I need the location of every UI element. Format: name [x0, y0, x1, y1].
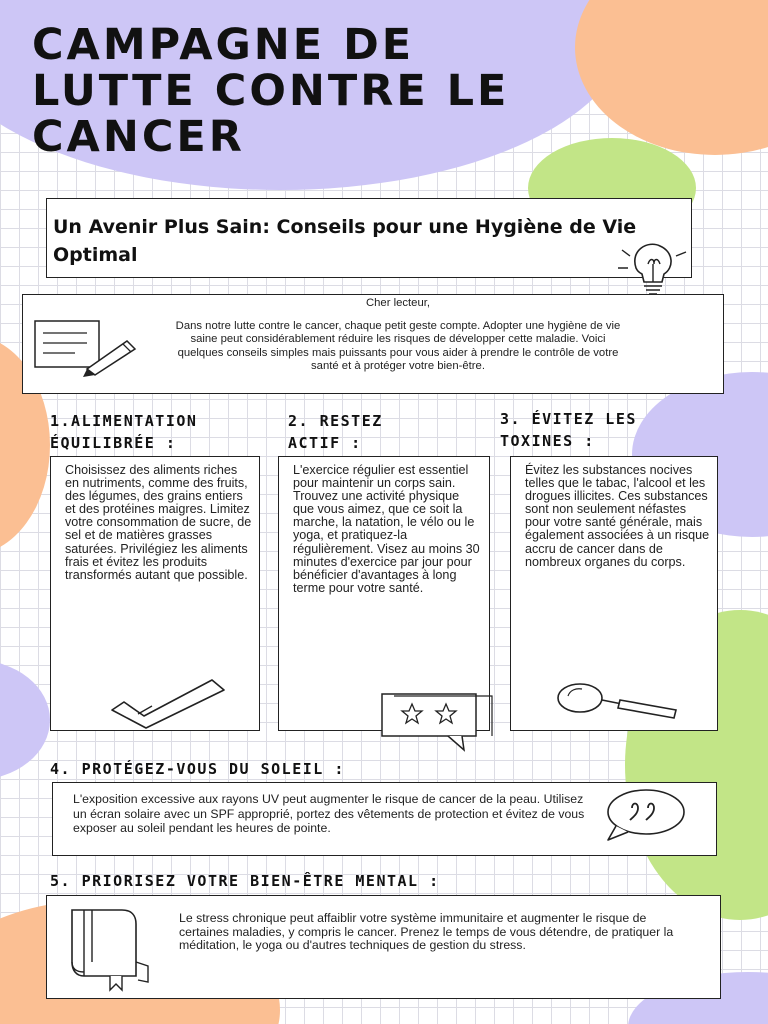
subtitle-box [46, 198, 692, 278]
heading-protegez-soleil: 4. PROTÉGEZ-VOUS DU SOLEIL : [50, 760, 345, 778]
intro-body: Dans notre lutte contre le cancer, chaque petit geste compte. Adopter une hygiène de vie saine peut considérablement réduire les risques de développer cette maladie. Voici quelques conseils simples mais puissants pour vous aider à prendre le contrôle de votre santé et à protéger votre bien-être. [175, 319, 621, 372]
subtitle: Un Avenir Plus Sain: Conseils pour une Hygiène de Vie Optimal [53, 216, 637, 266]
intro-greeting: Cher lecteur, [365, 297, 431, 309]
stars-speech-bubble-icon [378, 690, 498, 752]
heading-alimentation: 1.ALIMENTATION ÉQUILIBRÉE : [50, 412, 198, 452]
notepad-pencil-icon [31, 317, 143, 377]
tip-body-alimentation: Choisissez des aliments riches en nutriments, comme des fruits, des légumes, des grains entiers et des protéines maigres. Limitez votre consommation de sucre, de sel et de matières grasses saturées. Privilégiez les aliments frais et évitez les produits transformés autant que possible. [65, 463, 252, 582]
book-icon [62, 902, 162, 992]
page-title: CAMPAGNE DE LUTTE CONTRE LE CANCER [32, 20, 510, 162]
quote-bubble-icon [602, 786, 688, 844]
lavender-blob-left [0, 660, 50, 780]
tip-body-evitez-toxines: Évitez les substances nocives telles que le tabac, l'alcool et les drogues illicites. Ces substances sont non seulement néfastes pour votre santé générale, mais également associées à un risque accru de cancer dans de nombreux organes du corps. [525, 463, 710, 569]
intro-text [173, 297, 623, 374]
lightbulb-icon [604, 238, 694, 298]
checkmark-icon [108, 676, 230, 732]
heading-restez-actif: 2. RESTEZ ACTIF : [288, 412, 383, 452]
intro-box [22, 294, 724, 394]
tip-body-bien-etre-mental: Le stress chronique peut affaiblir votre système immunitaire et augmenter le risque de certaines maladies, y compris le cancer. Prenez le temps de vous détendre, de pratiquer la méditation, le yoga ou d'autres techniques de gestion du stress. [179, 911, 674, 953]
peach-blob-top-right [575, 0, 768, 155]
tip-body-protegez-soleil: L'exposition excessive aux rayons UV peut augmenter le risque de cancer de la peau. Utilisez un écran solaire avec un SPF approprié, portez des vêtements de protection et évitez de vous exposer au soleil pendant les heures de pointe. [73, 792, 585, 836]
heading-evitez-toxines: 3. ÉVITEZ LES TOXINES : [500, 410, 637, 450]
tip-body-restez-actif: L'exercice régulier est essentiel pour maintenir un corps sain. Trouvez une activité physique que vous aimez, que ce soit la marche, la natation, le vélo ou le yoga, et pratiquez-la régulièrement. Visez au moins 30 minutes d'exercice par jour pour bénéficier d'avantages à long terme pour votre santé. [293, 463, 480, 595]
heading-bien-etre-mental: 5. PRIORISEZ VOTRE BIEN-ÊTRE MENTAL : [50, 872, 440, 890]
magnifier-icon [554, 680, 684, 724]
